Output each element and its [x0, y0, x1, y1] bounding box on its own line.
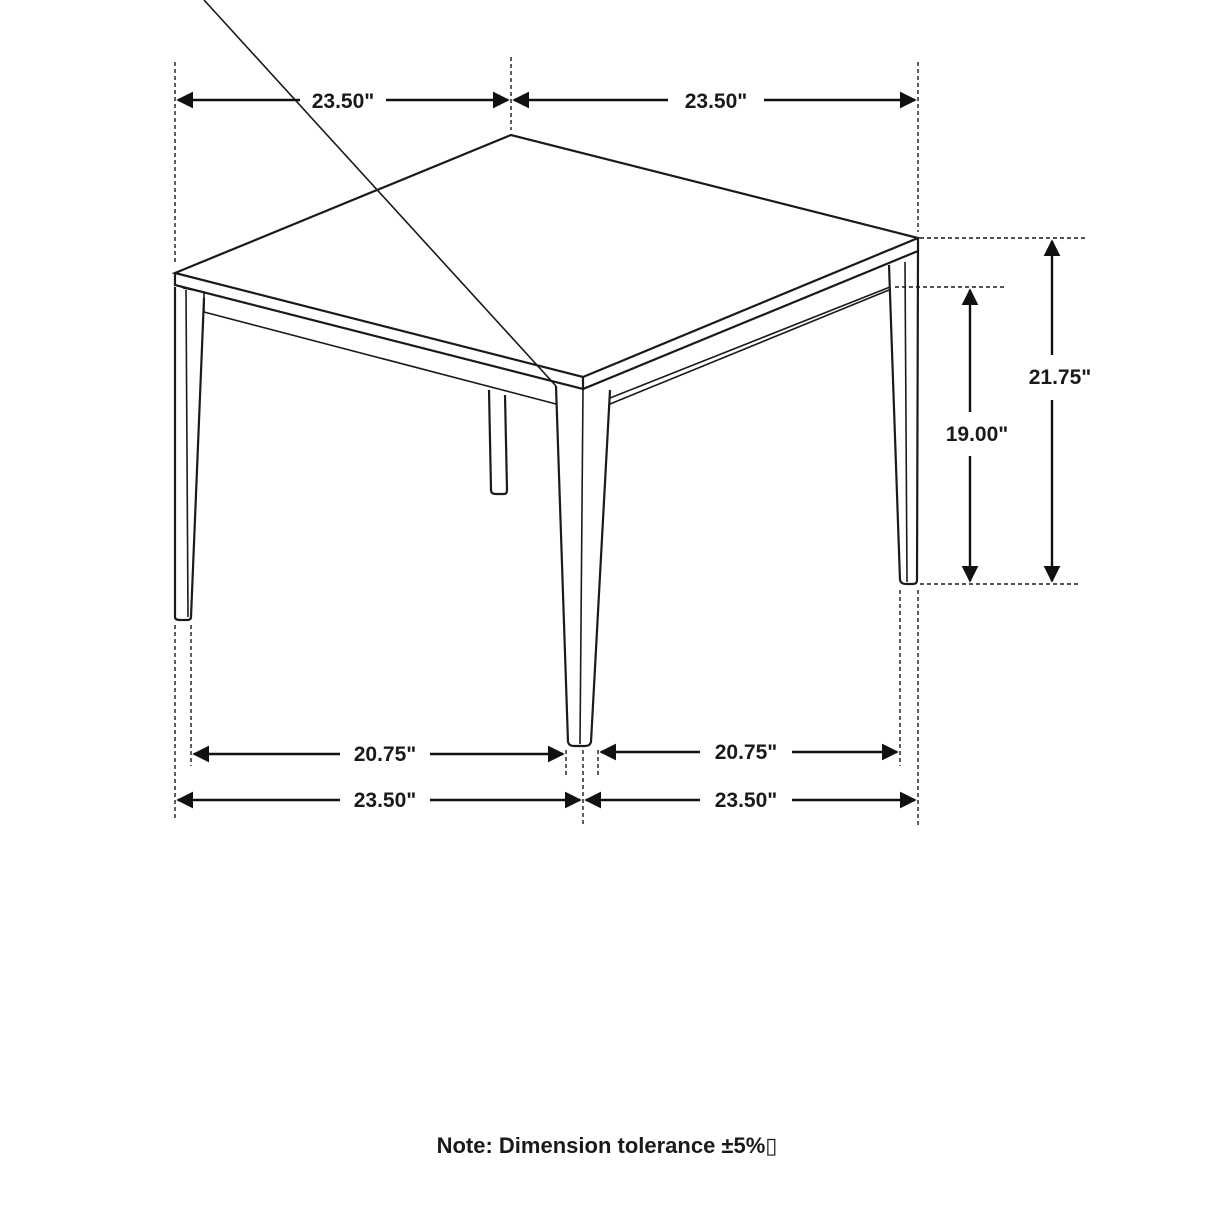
tabletop-edge-left	[175, 273, 583, 389]
leg-right	[889, 251, 918, 584]
label-leg-span-right: 20.75"	[714, 741, 778, 764]
tabletop-surface	[175, 135, 918, 377]
tabletop-edge-right	[583, 238, 918, 389]
label-top-right-width: 23.50"	[684, 90, 748, 113]
label-leg-span-left: 20.75"	[353, 743, 417, 766]
label-overall-height: 21.75"	[1028, 366, 1092, 389]
apron-left	[183, 288, 556, 404]
label-top-left-width: 23.50"	[311, 90, 375, 113]
leg-back	[489, 390, 507, 494]
leg-left	[175, 287, 204, 620]
dimension-arrows	[178, 100, 1052, 800]
tolerance-note: Note: Dimension tolerance ±5%▯	[436, 1133, 778, 1158]
dimension-labels	[312, 90, 1092, 812]
apron-left-top	[204, 0, 556, 386]
apron-right	[610, 287, 890, 398]
table-drawing	[175, 0, 918, 746]
label-bottom-left-width: 23.50"	[353, 789, 417, 812]
label-apron-height: 19.00"	[945, 423, 1009, 446]
label-bottom-right-width: 23.50"	[714, 789, 778, 812]
